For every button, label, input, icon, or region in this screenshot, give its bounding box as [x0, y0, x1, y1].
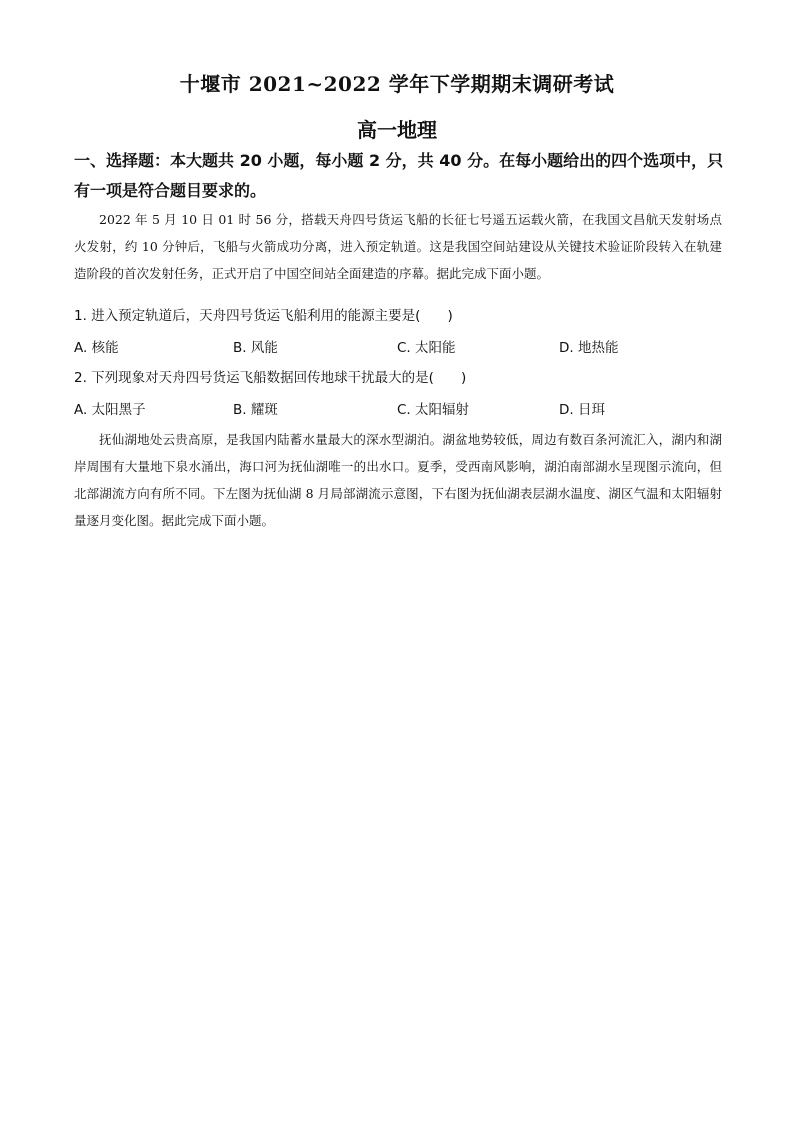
- reading-passage-2: 抚仙湖地处云贵高原，是我国内陆蓄水量最大的深水型湖泊。湖盆地势较低，周边有数百条河流汇入，湖内和湖岸周围有大量地下泉水涌出，海口河为抚仙湖唯一的出水口。夏季，受西南风影响，湖泊南部湖水呈现图示流向，但北部湖流方向有所不同。下左图为抚仙湖 8 月局部湖流示意图，下右图为抚仙湖表层湖水温度、湖区气温和太阳辐射量逐月变化图。据此完成下面小题。: [74, 432, 722, 528]
- reading-passage-1: 2022 年 5 月 10 日 01 时 56 分，搭载天舟四号货运飞船的长征七号遥五运载火箭，在我国文昌航天发射场点火发射，约 10 分钟后，飞船与火箭成功分离，进入预定轨道。这是我国空间站建设从关键技术验证阶段转入在轨建造阶段的首次发射任务，正式开启了中国空间站全面建造的序幕。据此完成下面小题。: [74, 212, 722, 281]
- q2-option-d: D. 日珥: [559, 402, 605, 418]
- subject-title: 高一地理: [357, 118, 437, 142]
- q2-option-c: C. 太阳辐射: [397, 402, 470, 418]
- question-1-stem: 1. 进入预定轨道后，天舟四号货运飞船利用的能源主要是( ): [74, 308, 453, 324]
- question-1-options: [74, 338, 724, 358]
- q2-option-b: B. 耀斑: [233, 402, 278, 418]
- q1-option-d: D. 地热能: [559, 340, 619, 356]
- q2-option-a: A. 太阳黑子: [74, 402, 146, 418]
- question-2-stem: 2. 下列现象对天舟四号货运飞船数据回传地球干扰最大的是( ): [74, 370, 467, 386]
- exam-title: 十堰市 2021~2022 学年下学期期末调研考试: [179, 72, 615, 96]
- q1-option-b: B. 风能: [233, 340, 278, 356]
- q1-option-c: C. 太阳能: [397, 340, 456, 356]
- section-heading: 一、选择题：本大题共 20 小题，每小题 2 分，共 40 分。在每小题给出的四个选项中，只有一项是符合题目要求的。: [74, 151, 724, 200]
- q1-option-a: A. 核能: [74, 340, 119, 356]
- question-2-options: [74, 400, 724, 420]
